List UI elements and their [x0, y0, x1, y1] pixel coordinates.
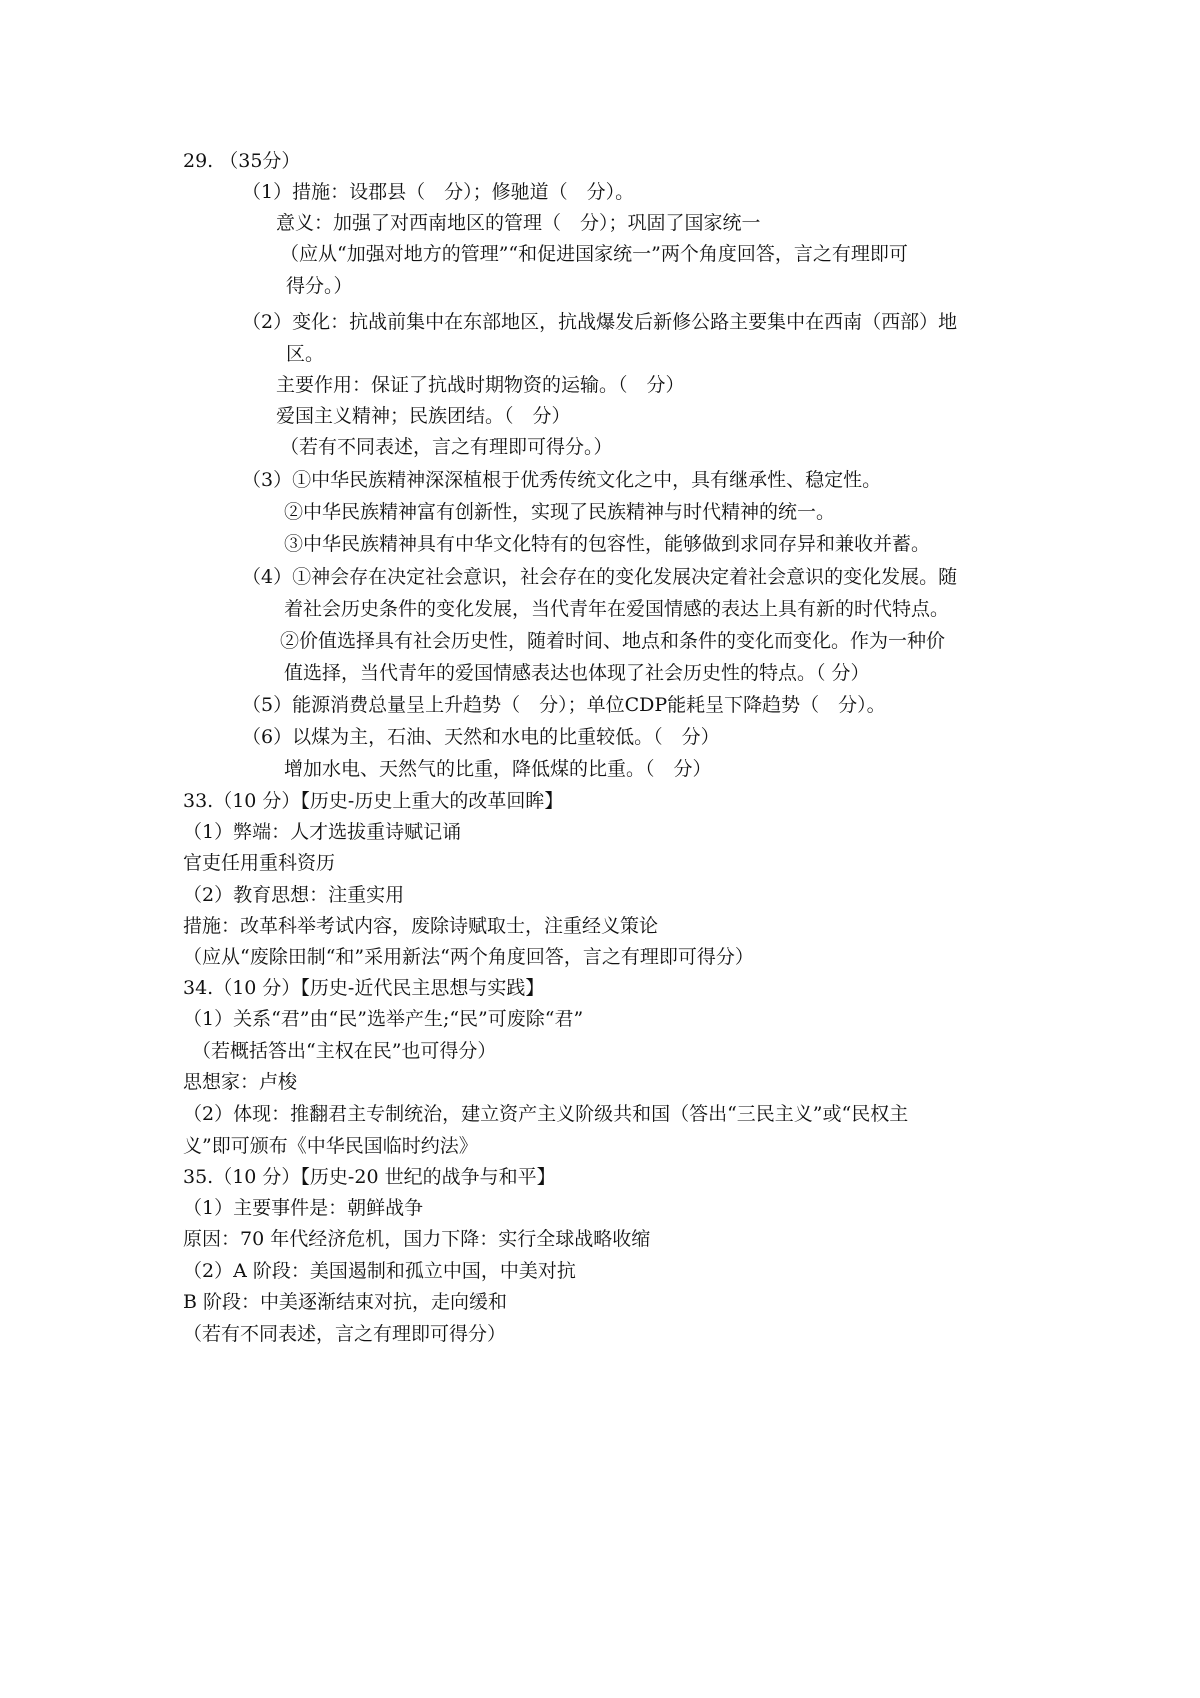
- q33-part2-measures: 措施：改革科举考试内容，废除诗赋取士，注重经义策论: [183, 915, 659, 937]
- q29-part1-note-line1: （应从“加强对地方的管理”“和促进国家统一”两个角度回答，言之有理即可: [280, 243, 908, 265]
- q34-part1-note: （若概括答出“主权在民”也可得分）: [192, 1040, 497, 1062]
- q34-part2-line2: 义”即可颁布《中华民国临时约法》: [183, 1135, 478, 1157]
- q29-part6-line2: 增加水电、天然气的比重，降低煤的比重。（ 分）: [284, 758, 712, 780]
- q29-part2-effect: 主要作用：保证了抗战时期物资的运输。（ 分）: [276, 374, 685, 396]
- q29-part1-note-line2: 得分。）: [286, 275, 353, 297]
- q29-part3-point2: ②中华民族精神富有创新性，实现了民族精神与时代精神的统一。: [284, 501, 836, 523]
- q34-heading: 34.（10 分）【历史-近代民主思想与实践】: [183, 977, 545, 999]
- q29-part5: （5）能源消费总量呈上升趋势（ 分）；单位CDP能耗呈下降趋势（ 分）。: [242, 694, 886, 716]
- q29-part2-spirit: 爱国主义精神；民族团结。（ 分）: [276, 405, 571, 427]
- q29-part2-change-line1: （2）变化：抗战前集中在东部地区，抗战爆发后新修公路主要集中在西南（西部）地: [242, 311, 958, 333]
- q33-part1-appointment: 官吏任用重科资历: [183, 852, 336, 874]
- q33-part2-thought: （2）教育思想：注重实用: [183, 884, 405, 906]
- q33-note: （应从“废除田制“和”采用新法“两个角度回答，言之有理即可得分）: [183, 946, 754, 968]
- q35-part2-stage-a: （2）A 阶段：美国遏制和孤立中国，中美对抗: [183, 1260, 576, 1282]
- q29-part3-point1: （3）①中华民族精神深深植根于优秀传统文化之中，具有继承性、稳定性。: [242, 469, 882, 491]
- q29-part4-point1-line1: （4）①神会存在决定社会意识，社会存在的变化发展决定着社会意识的变化发展。随: [242, 566, 958, 588]
- q29-part4-point2-line1: ②价值选择具有社会历史性，随着时间、地点和条件的变化而变化。作为一种价: [280, 630, 946, 652]
- q29-part4-point1-line2: 着社会历史条件的变化发展，当代青年在爱国情感的表达上具有新的时代特点。: [284, 598, 950, 620]
- q35-part1-reason: 原因：70 年代经济危机，国力下降：实行全球战略收缩: [183, 1228, 651, 1250]
- q35-part1-event: （1）主要事件是：朝鲜战争: [183, 1197, 424, 1219]
- q29-heading: 29. （35分）: [183, 150, 301, 172]
- q35-note: （若有不同表述，言之有理即可得分）: [183, 1323, 507, 1345]
- q29-part3-point3: ③中华民族精神具有中华文化特有的包容性，能够做到求同存异和兼收并蓄。: [284, 533, 931, 555]
- q29-part6-line1: （6）以煤为主，石油、天然和水电的比重较低。（ 分）: [242, 726, 720, 748]
- q29-part4-point2-line2: 值选择，当代青年的爱国情感表达也体现了社会历史性的特点。（ 分）: [284, 662, 870, 684]
- q33-part1-drawback: （1）弊端：人才选拔重诗赋记诵: [183, 821, 462, 843]
- q29-part1-significance: 意义：加强了对西南地区的管理（ 分）；巩固了国家统一: [276, 212, 761, 234]
- q35-part2-stage-b: B 阶段：中美逐渐结束对抗，走向缓和: [183, 1291, 508, 1313]
- q34-thinker: 思想家：卢梭: [183, 1071, 298, 1093]
- q34-part2-line1: （2）体现：推翻君主专制统治，建立资产主义阶级共和国（答出“三民主义”或“民权主: [183, 1103, 909, 1125]
- q29-part2-note: （若有不同表述，言之有理即可得分。）: [280, 436, 613, 458]
- q35-heading: 35.（10 分）【历史-20 世纪的战争与和平】: [183, 1166, 556, 1188]
- q33-heading: 33.（10 分）【历史-历史上重大的改革回眸】: [183, 790, 564, 812]
- q34-part1-relation: （1）关系“君”由“民”选举产生;“民”可废除“君”: [183, 1008, 584, 1030]
- q29-part1-measures: （1）措施：设郡县（ 分）；修驰道（ 分）。: [242, 181, 635, 203]
- q29-part2-change-line2: 区。: [286, 343, 325, 365]
